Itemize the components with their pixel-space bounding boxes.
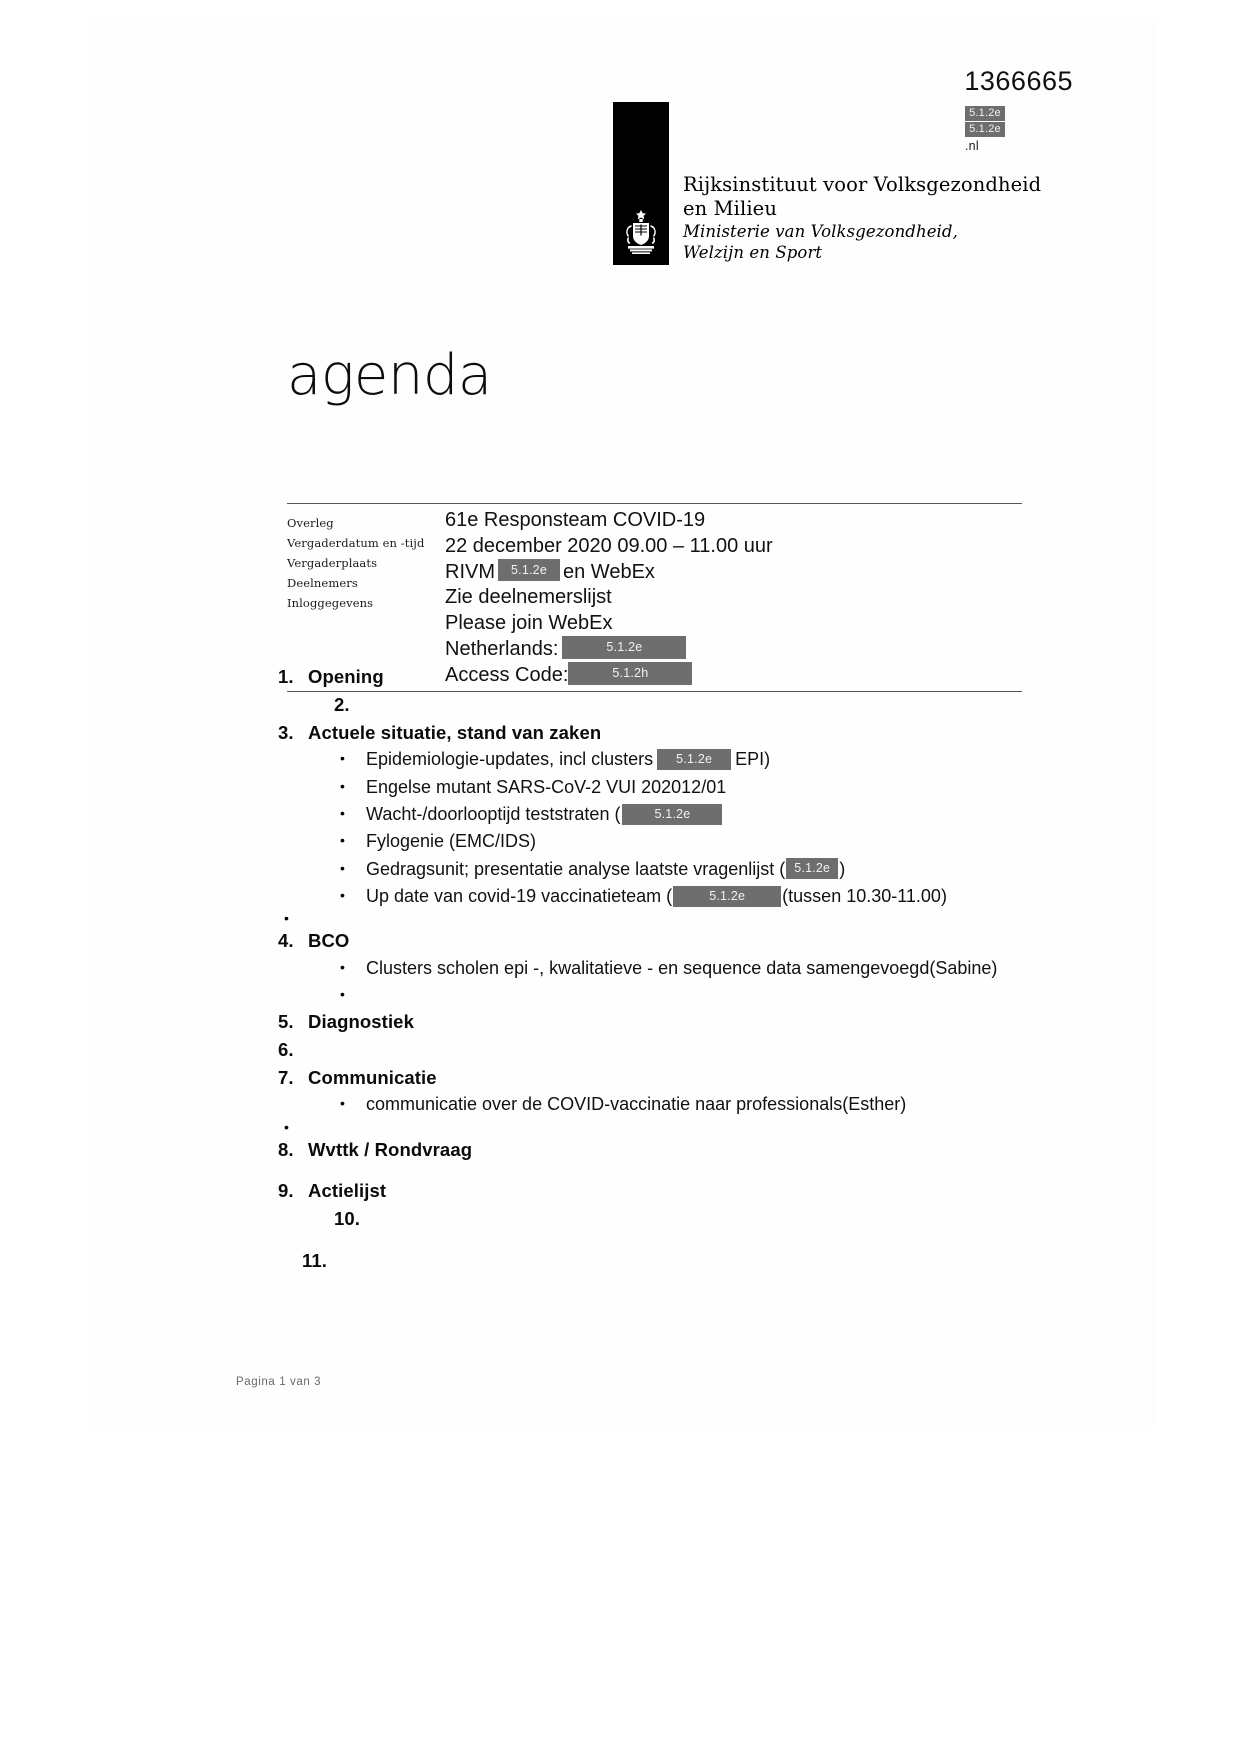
meta-value-column [445,508,1022,689]
agenda-item-6 [278,1036,1038,1064]
logo-black-bar [613,102,669,265]
bullet-text-pre: Wacht-/doorlooptijd teststraten ( [366,803,621,824]
meta-label-inloggegevens: Inloggegevens [287,596,374,610]
accesscode-label: Access Code: [445,663,569,686]
agenda-item-7 [278,1064,1038,1092]
agenda-item-10 [278,1205,1038,1233]
bullet-text: Engelse mutant SARS-CoV-2 VUI 202012/01 [366,776,727,797]
list-item [340,828,1038,855]
bullet-text-pre: Epidemiologie-updates, incl clusters [366,749,654,770]
redaction-tag-header-2: 5.1.2e [965,122,1005,137]
document-number: 1366665 [964,66,1073,96]
bullet-text-post: EPI) [735,749,771,770]
redaction-tag-wacht: 5.1.2e [622,804,722,825]
agenda-item-4-number: 4. [278,930,294,952]
agenda-item-5 [278,1008,1038,1036]
meta-label-deelnemers: Deelnemers [287,576,358,590]
bullet-icon: • [340,887,345,904]
bullet-text [366,746,1038,773]
meta-value-login-line1: Please join WebEx [445,612,613,635]
agenda-item-2 [278,691,1038,719]
agenda-item-4 [278,927,1038,955]
agenda-item-5-label: Diagnostiek [308,1011,414,1033]
plaats-prefix: RIVM [445,560,495,583]
bullet-text-post: ) [839,858,846,879]
document-page [88,18,1153,1426]
bullet-text [366,856,1038,883]
bullet-text-pre: Up date van covid-19 vaccinatieteam ( [366,886,673,907]
agenda-item-7-bullets [278,1091,1038,1118]
meta-label-plaats: Vergaderplaats [287,556,378,570]
empty-bullet-after-item-7: • [284,1118,289,1135]
plaats-suffix: en WebEx [563,560,655,583]
agenda-item-9-number: 9. [278,1180,294,1202]
page-title: agenda [287,343,492,408]
bullet-icon: • [340,1095,345,1112]
bullet-icon: • [340,859,345,876]
agenda-item-1-number: 1. [278,666,294,687]
empty-bullet-after-item-3: • [284,910,289,927]
agenda-item-1-label: Opening [308,666,384,687]
agenda-item-9 [278,1177,1038,1205]
bullet-text-pre: Gedragsunit; presentatie analyse laatste vragenlijst ( [366,858,786,879]
logo-line-1: Rijksinstituut voor Volksgezondheid [683,173,1042,197]
agenda-item-1 [278,663,1038,691]
list-item [340,856,1038,883]
agenda-item-2-number: 2. [334,693,350,715]
list-item [340,982,1038,1008]
bullet-text: Clusters scholen epi -, kwalitatieve - en sequence data samengevoegd(Sabine) [366,957,998,978]
agenda-item-8-label: Wvttk / Rondvraag [308,1138,473,1160]
bullet-text: Fylogenie (EMC/IDS) [366,831,537,852]
logo-text-block [683,173,1041,265]
logo-line-3: Ministerie van Volksgezondheid, [683,221,958,241]
bullet-icon: • [340,986,345,1003]
agenda-item-9-label: Actielijst [308,1180,387,1202]
redaction-tag-plaats: 5.1.2e [498,559,560,581]
list-item [340,955,1038,982]
agenda-item-4-label: BCO [308,930,350,952]
logo-line-2: en Milieu [683,196,777,220]
redaction-tag-accesscode: 5.1.2h [568,662,692,685]
bullet-icon: • [340,958,345,975]
coat-of-arms-icon [620,209,662,257]
header-domain-text: .nl [965,139,979,153]
agenda-item-8 [278,1136,1038,1164]
agenda-item-3-number: 3. [278,721,294,743]
logo-line-4: Welzijn en Sport [683,242,823,262]
bullet-text [366,801,1038,828]
agenda-item-7-number: 7. [278,1066,294,1088]
bullet-icon: • [340,750,345,767]
bullet-icon: • [340,804,345,821]
redaction-tag-header-1: 5.1.2e [965,106,1005,121]
agenda-item-11-number: 11. [302,1249,327,1271]
meta-label-column [287,508,445,689]
agenda-item-10-number: 10. [334,1208,361,1230]
agenda-list [278,663,1038,1275]
spacer [278,1233,1038,1247]
rivm-logo [613,102,1041,265]
list-item [340,883,1038,910]
agenda-item-6-number: 6. [278,1038,294,1060]
bullet-text [366,883,1038,910]
agenda-item-8-number: 8. [278,1138,294,1160]
redaction-tag-vaccinatieteam: 5.1.2e [673,886,781,907]
meta-value-deelnemers: Zie deelnemerslijst [445,586,612,609]
meta-value-plaats [445,560,1022,586]
bullet-text: communicatie over de COVID-vaccinatie naar professionals(Esther) [366,1094,907,1115]
meta-value-datum: 22 december 2020 09.00 – 11.00 uur [445,534,773,557]
redaction-tag-gedragsunit: 5.1.2e [786,858,838,879]
meta-label-datum: Vergaderdatum en -tijd [287,536,425,550]
agenda-item-3-label: Actuele situatie, stand van zaken [308,721,602,743]
meta-value-login-netherlands [445,637,1022,663]
agenda-item-3 [278,719,1038,747]
redaction-tag-epi: 5.1.2e [657,749,731,770]
agenda-item-4-bullets [278,955,1038,1008]
spacer [278,1163,1038,1177]
agenda-item-3-bullets [278,746,1038,910]
bullet-text-post: (tussen 10.30-11.00) [782,886,947,907]
list-item [340,774,1038,801]
list-item [340,801,1038,828]
netherlands-label: Netherlands: [445,637,559,660]
meta-label-overleg: Overleg [287,516,334,530]
bullet-icon: • [340,832,345,849]
agenda-item-5-number: 5. [278,1011,294,1033]
bullet-icon: • [340,777,345,794]
page-footer: Pagina 1 van 3 [236,1376,322,1388]
agenda-item-11 [278,1247,1038,1275]
list-item [340,746,1038,773]
list-item [340,1091,1038,1118]
redaction-tag-netherlands: 5.1.2e [562,636,686,659]
meta-value-overleg: 61e Responsteam COVID-19 [445,509,706,531]
agenda-item-7-label: Communicatie [308,1066,437,1088]
